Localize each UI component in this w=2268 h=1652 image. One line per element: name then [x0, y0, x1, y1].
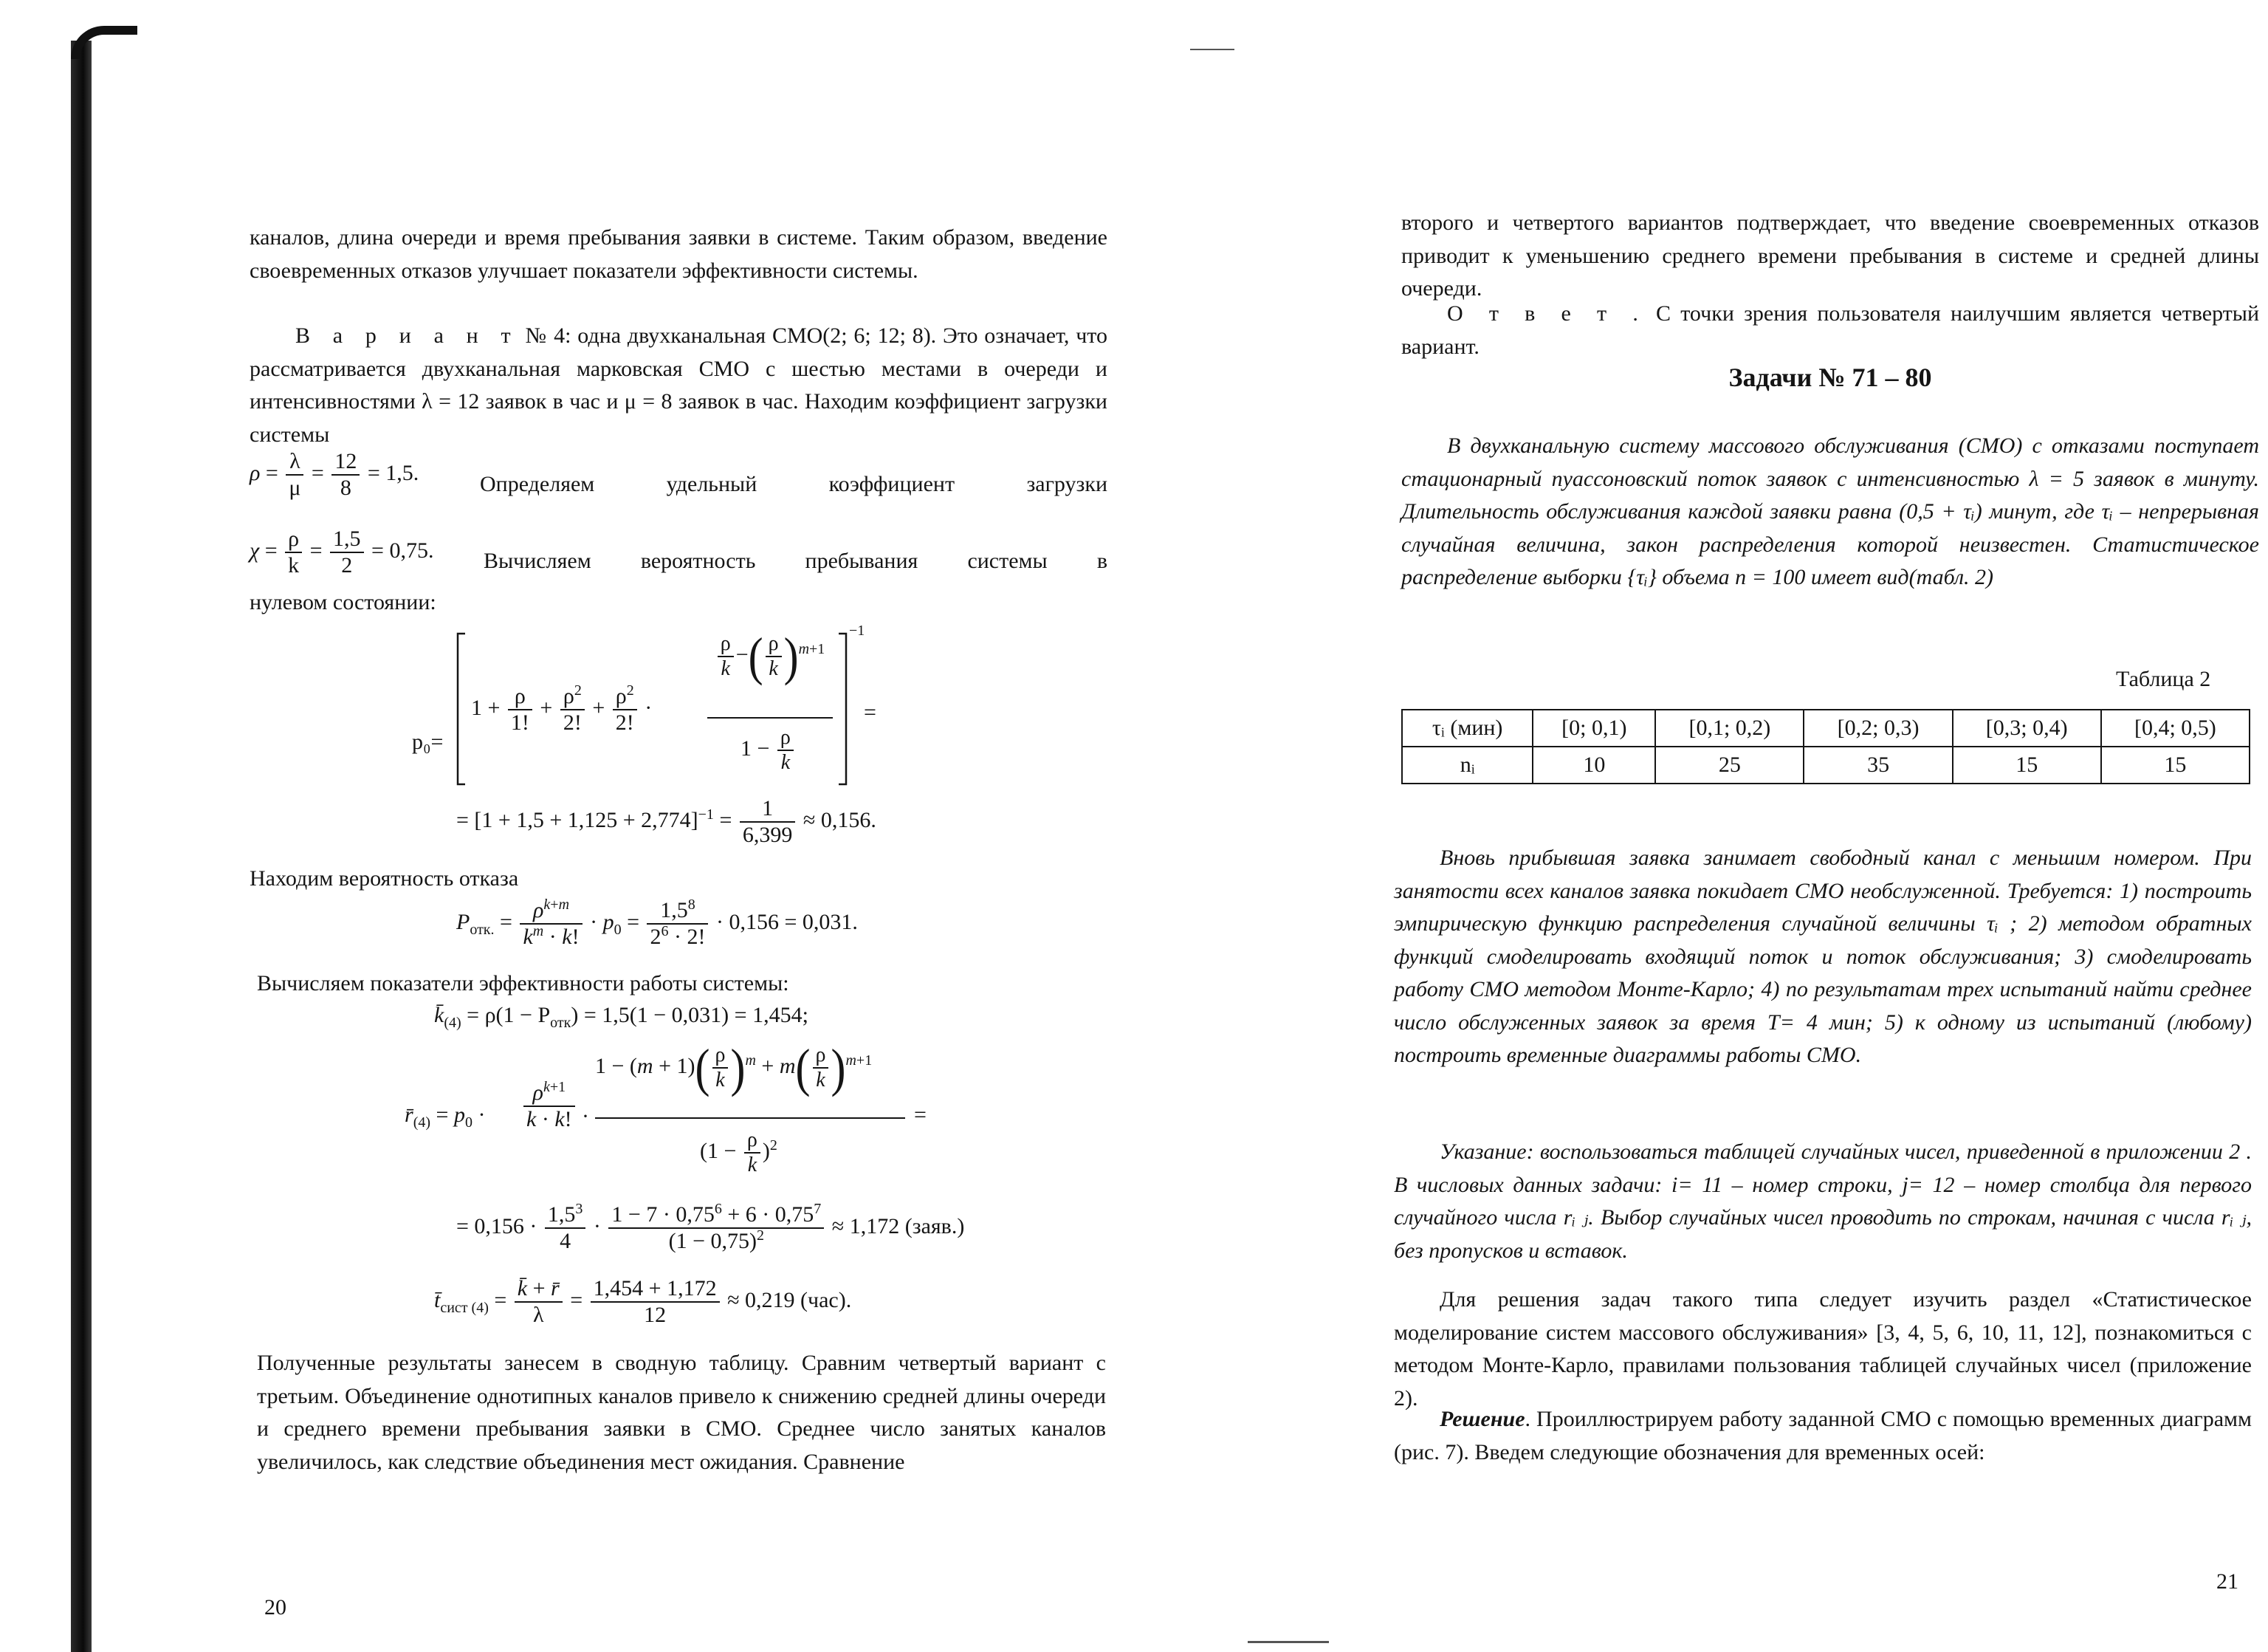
table-cell: [0; 0,1) [1533, 710, 1655, 747]
table-cell: 15 [1953, 747, 2101, 784]
table-cell: [0,3; 0,4) [1953, 710, 2101, 747]
chi-text: Вычисляем вероятность пребывания системы в [484, 549, 1107, 573]
p0-frac-line [707, 716, 833, 719]
solution-word: Решение [1440, 1407, 1525, 1431]
chi-formula: χ = $\frac{\rho}{k}$ = $\frac{1,5}{2}$ = 0,75. [250, 527, 434, 577]
table-cell: nᵢ [1402, 747, 1533, 784]
table-cell: [0,2; 0,3) [1804, 710, 1952, 747]
task-paragraph: В двухканальную систему массового обслуживания (СМО) с отказами поступает стационарный пуассоновский поток заявок с интенсивностью λ = 5 заявок в минуту. Длительность обслуживания каждой заявки равна (0,5 + τᵢ) минут, где τᵢ – непрерывная случайная величина, закон распределения которой неизвестен. Статистическое распределение выборки {τᵢ} объема n = 100 имеет вид(табл. 2) [1401, 433, 2259, 589]
table-caption: Таблица 2 [2116, 667, 2211, 691]
table-cell: 35 [1804, 747, 1952, 784]
refusal-text: Находим вероятность отказа [250, 866, 519, 891]
page-number-left: 20 [264, 1595, 286, 1620]
page-number-right: 21 [2216, 1569, 2238, 1594]
variant-text: № 4: одна двухканальная СМО(2; 6; 12; 8). Это означает, что рассматривается двухканальная марковская СМО с шестью местами в очереди и интенсивностями λ = 12 заявок в час и μ = 8 заявок в час. Находим коэффициент загрузки системы [250, 323, 1107, 447]
solution-text: . Проиллюстрируем работу заданной СМО с помощью временных диаграмм (рис. 7). Введем следующие обозначения для временных осей: [1394, 1407, 2252, 1464]
r-frac-line [595, 1117, 905, 1120]
task-paragraph-2: Вновь прибывшая заявка занимает свободный канал с меньшим номером. При занятости всех каналов заявка покидает СМО необслуженной. Требуется: 1) построить эмпирическую функцию распределения случайной величины τᵢ ; 2) методом обратных функций смоделировать входящий поток и поток обслуживания; 3) смоделировать работу СМО методом Монте-Карло; 4) по результатам трех испытаний найти среднее число обслуженных заявок за время T= 4 мин; 5) к одному из испытаний (любому) построить временные диаграммы работы СМО. [1394, 846, 2252, 1067]
t-formula: $t̄_{сист (4)}$ = $\frac{k̄ + r̄}{\lambda}$ = $\frac{1,454 + 1,172}{12}$ ≈ 0,219 (час). [434, 1276, 852, 1327]
chi-text-2: нулевом состоянии: [250, 590, 436, 614]
table-row [1402, 747, 2250, 784]
right-paragraph-1: второго и четвертого вариантов подтверждает, что введение своевременных отказов приводит к уменьшению среднего времени пребывания в системе и средней длины очереди. [1401, 210, 2259, 301]
hint-paragraph: Указание: воспользоваться таблицей случайных чисел, приведенной в приложении 2 . В числовых данных задачи: i= 11 – номер строки, j= 12 – номер столбца для первого случайного числа rᵢ ⱼ. Выбор случайных чисел проводить по строкам, начиная с числа rᵢ ⱼ, без пропусков и вставок. [1394, 1139, 2252, 1263]
left-paragraph-final: Полученные результаты занесем в сводную таблицу. Сравним четвертый вариант с третьим. Объединение однотипных каналов привело к снижению средней длины очереди и среднего времени пребывания заявки в СМО. Среднее число занятых каналов увеличилось, как следствие объединения мест ожидания. Сравнение [257, 1351, 1106, 1474]
table-header-row [1402, 710, 2250, 747]
table-cell: 10 [1533, 747, 1655, 784]
indicators-text: Вычисляем показатели эффективности работы системы: [257, 971, 789, 995]
variant-word: В а р и а н т [295, 323, 519, 348]
refusal-formula: $P_{отк.}$ = $\frac{\rho^{k+m}}{k^m \cdot k!}$ · $p_0$ = $\frac{1,5^8}{2^6 \cdot 2!}$ · 0,156 = 0,031. [456, 897, 858, 949]
k-formula: $k̄_{(4)} = \rho(1 - P_{отк}) = 1,5(1 - 0,031) = 1,454$; [434, 1003, 808, 1031]
rho-formula: ρ = $\frac{\lambda}{\mu}$ = $\frac{12}{8}$ = 1,5. [250, 449, 419, 500]
right-page [1134, 0, 2268, 1652]
answer-text: С точки зрения пользователя наилучшим является четвертый вариант. [1401, 301, 2260, 359]
solution-paragraph [1394, 1403, 2252, 1469]
table-cell: 15 [2101, 747, 2250, 784]
table-cell: [0,4; 0,5) [2101, 710, 2250, 747]
section-heading: Задачи № 71 – 80 [1728, 363, 1932, 392]
r-formula: $r̄_{(4)} = p_0$ · $\frac{\rho^{k+1}}{k \cdot k!}$ · 1 − (m + 1)( $\frac{\rho}{k}$ )$^m$ + m( $\frac{\rho}{k}$ )$^{m+1}$ (1 − $\frac{\rho}{k}$ )$^2$ = [405, 1038, 927, 1176]
answer-paragraph [1401, 298, 2259, 363]
distribution-table [1401, 709, 2250, 784]
rho-text: Определяем удельный коэффициент загрузки [480, 472, 1107, 496]
table-cell: 25 [1655, 747, 1804, 784]
r-result: = 0,156 · $\frac{1,5^3}{4}$ · $\frac{1 - 7 \cdot 0,75^6 + 6 \cdot 0,75^7}{(1 - 0,75)^2}$ ≈ 1,172 (заяв.) [456, 1201, 965, 1253]
p0-result: = $[1 + 1,5 + 1,125 + 2,774]^{-1}$ = $\frac{1}{6,399}$ ≈ 0,156. [456, 796, 876, 847]
answer-word: О т в е т . [1447, 301, 1646, 326]
study-paragraph: Для решения задач такого типа следует изучить раздел «Статистическое моделирование систем массового обслуживания» [3, 4, 5, 6, 10, 11, 12], познакомиться с методом Монте-Карло, правилами пользования таблицей случайных чисел (приложение 2). [1394, 1287, 2252, 1411]
table-cell: [0,1; 0,2) [1655, 710, 1804, 747]
table-cell: τᵢ (мин) [1402, 710, 1533, 747]
p0-formula: p₀= 1 + $\frac{\rho}{1!}$ + $\frac{\rho^2}{2!}$ + $\frac{\rho^2}{2!}$ · $\frac{\rho}{k}$ −( $\frac{\rho}{k}$ )$^{m+1}$ 1 − $\frac{\rho}{k}$ −1 = [412, 628, 870, 790]
left-paragraph-variant [250, 320, 1107, 451]
left-paragraph-1: каналов, длина очереди и время пребывания заявки в системе. Таким образом, введение своевременных отказов улучшает показатели эффективности системы. [250, 225, 1107, 283]
